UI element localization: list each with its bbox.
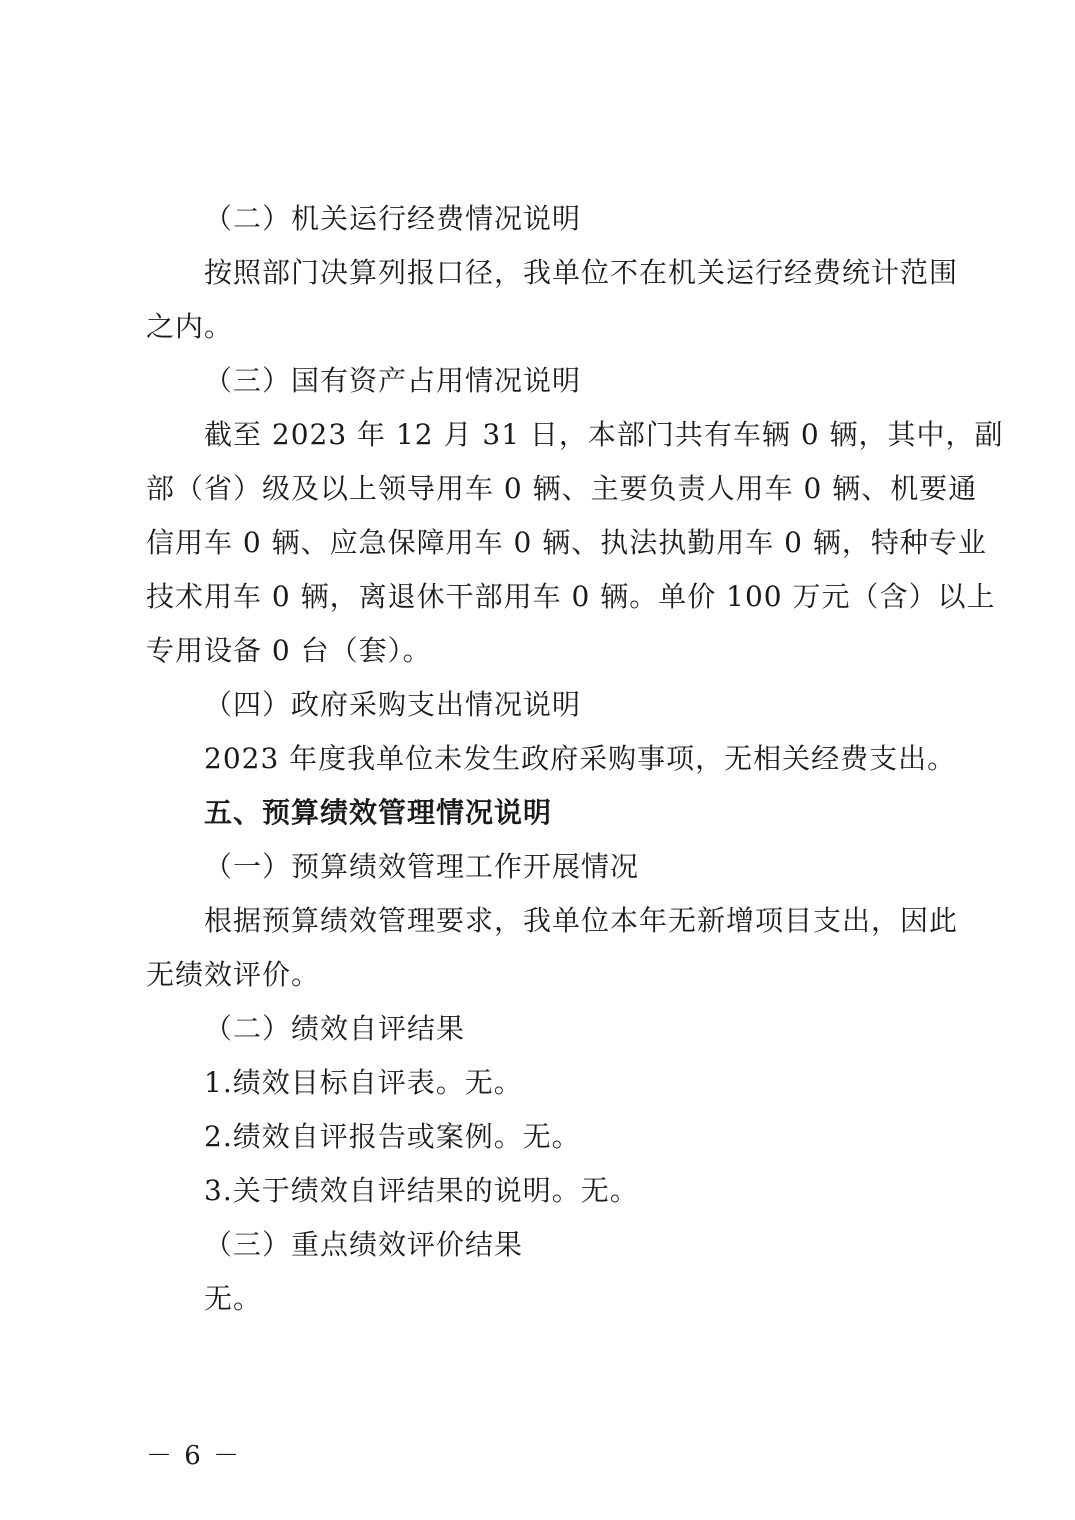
subheading-self-evaluation: （二）绩效自评结果 <box>204 1012 466 1045</box>
paragraph-line: 截至 2023 年 12 月 31 日，本部门共有车辆 0 辆，其中，副 <box>204 418 1004 451</box>
list-item: 2.绩效自评报告或案例。无。 <box>204 1120 581 1153</box>
paragraph-line: 专用设备 0 台（套）。 <box>146 634 432 667</box>
paragraph-line: 无。 <box>204 1282 263 1315</box>
list-item: 1.绩效目标自评表。无。 <box>204 1066 523 1099</box>
section-heading-performance-management: 五、预算绩效管理情况说明 <box>204 796 553 829</box>
list-item: 3.关于绩效自评结果的说明。无。 <box>204 1174 639 1207</box>
paragraph-line: 无绩效评价。 <box>146 958 321 991</box>
paragraph-line: 部（省）级及以上领导用车 0 辆、主要负责人用车 0 辆、机要通 <box>146 472 978 505</box>
paragraph-line: 2023 年度我单位未发生政府采购事项，无相关经费支出。 <box>204 742 957 775</box>
paragraph-line: 技术用车 0 辆，离退休干部用车 0 辆。单价 100 万元（含）以上 <box>146 580 996 613</box>
page-number: － 6 － <box>146 1441 242 1471</box>
subheading-government-procurement: （四）政府采购支出情况说明 <box>204 688 582 721</box>
document-body <box>146 192 1004 1326</box>
paragraph-line: 之内。 <box>146 310 234 343</box>
paragraph-line: 根据预算绩效管理要求，我单位本年无新增项目支出，因此 <box>204 904 959 937</box>
subheading-performance-work: （一）预算绩效管理工作开展情况 <box>204 850 640 883</box>
subheading-office-operating-costs: （二）机关运行经费情况说明 <box>204 202 582 235</box>
subheading-key-evaluation: （三）重点绩效评价结果 <box>204 1228 524 1261</box>
paragraph-line: 按照部门决算列报口径，我单位不在机关运行经费统计范围 <box>204 256 959 289</box>
subheading-state-assets: （三）国有资产占用情况说明 <box>204 364 582 397</box>
paragraph-line: 信用车 0 辆、应急保障用车 0 辆、执法执勤用车 0 辆，特种专业 <box>146 526 987 559</box>
